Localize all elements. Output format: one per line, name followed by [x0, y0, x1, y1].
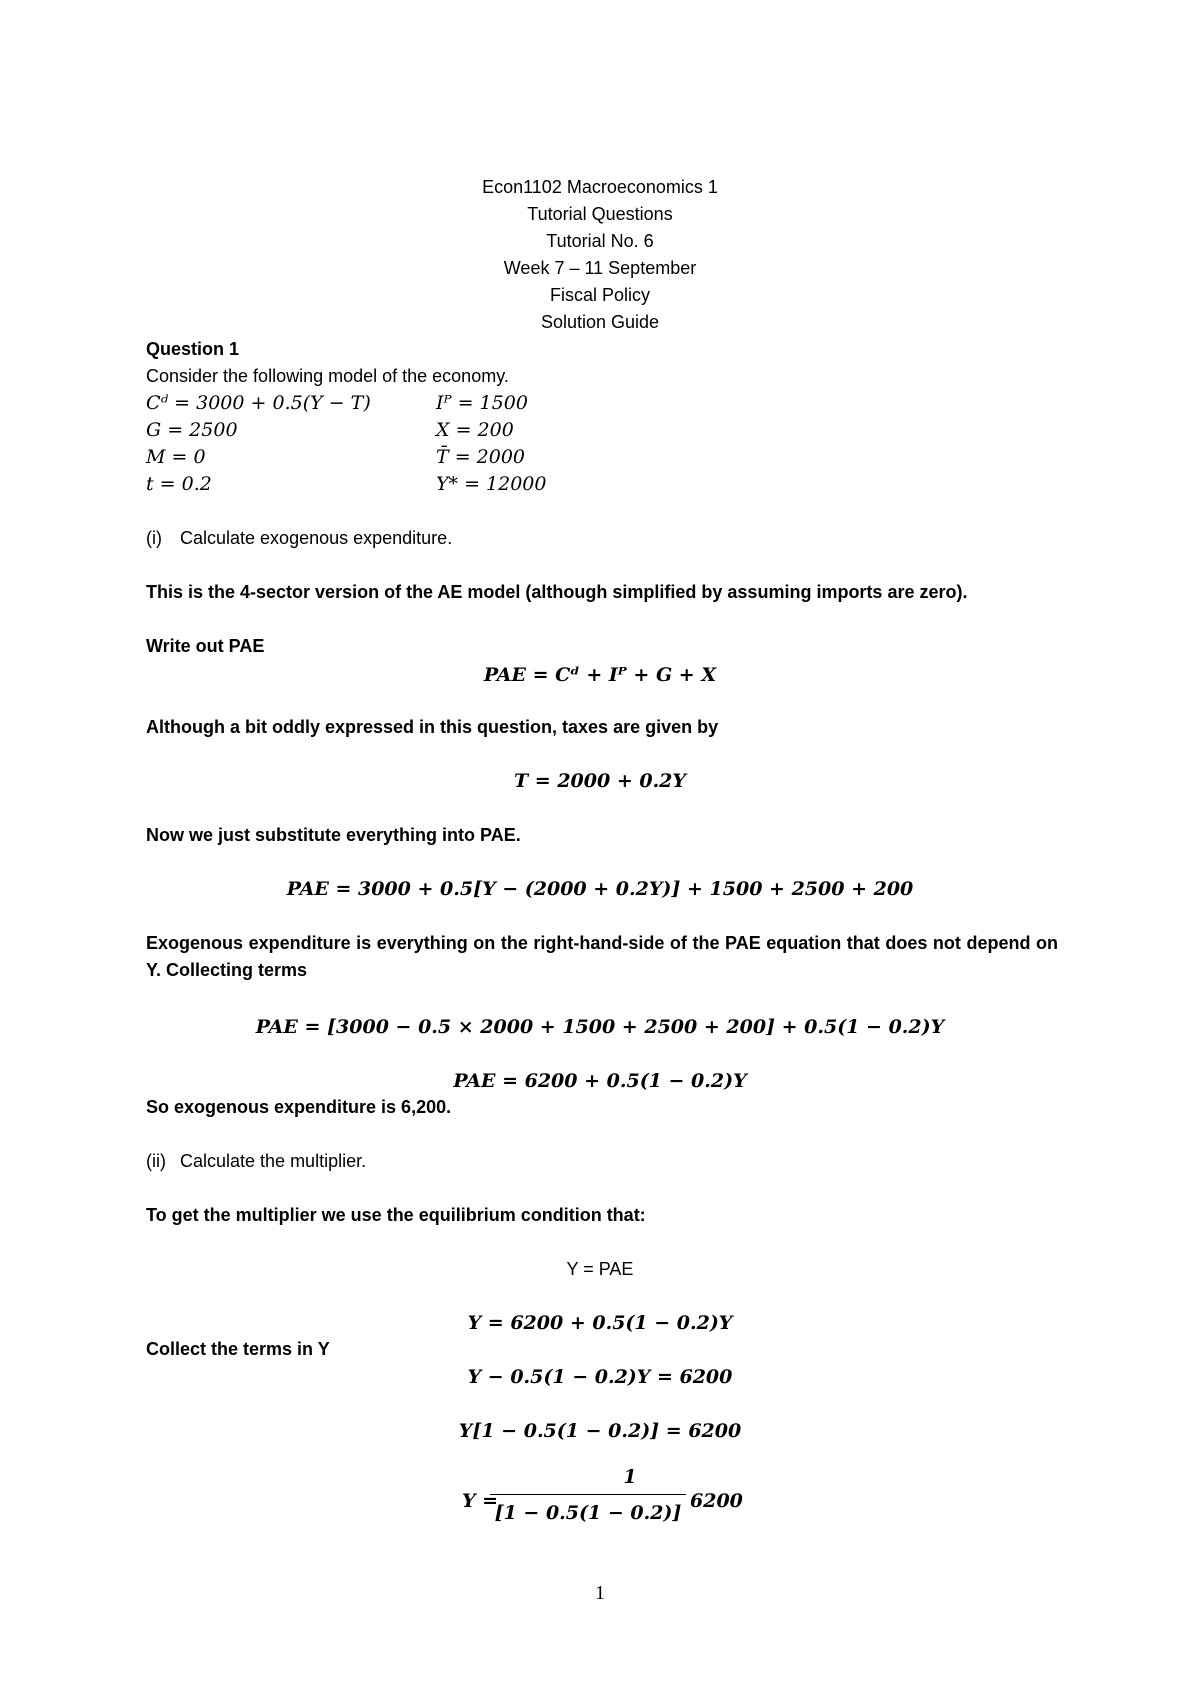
- equation-result: PAE = 6200 + 0.5(1 − 0.2)Y: [453, 1070, 747, 1092]
- page-number: 1: [595, 1582, 605, 1604]
- part-ii-prompt: Calculate the multiplier.: [180, 1151, 367, 1171]
- model-exports: X = 200: [436, 419, 514, 441]
- fraction-bar: [490, 1494, 686, 1495]
- model-tax-rate: t = 0.2: [146, 473, 212, 495]
- model-consumption: Cᵈ = 3000 + 0.5(Y − T): [146, 392, 371, 414]
- equation-taxes: T = 2000 + 0.2Y: [514, 770, 686, 792]
- taxes-text: Although a bit oddly expressed in this question, taxes are given by: [146, 717, 719, 737]
- write-out-pae: Write out PAE: [146, 636, 265, 656]
- part-ii-intro: To get the multiplier we use the equilibrium condition that:: [146, 1205, 646, 1225]
- fraction-numerator: 1: [623, 1466, 637, 1488]
- equation-collected: PAE = [3000 − 0.5 × 2000 + 1500 + 2500 + 200] + 0.5(1 − 0.2)Y: [255, 1016, 945, 1038]
- equation-step-2: Y − 0.5(1 − 0.2)Y = 6200: [467, 1366, 733, 1388]
- model-autonomous-tax: T̄ = 2000: [436, 446, 526, 468]
- model-government: G = 2500: [146, 419, 238, 441]
- part-ii-label: (ii): [146, 1151, 166, 1171]
- part-i-conclusion: So exogenous expenditure is 6,200.: [146, 1097, 452, 1117]
- equation-step-3: Y[1 − 0.5(1 − 0.2)] = 6200: [458, 1420, 742, 1442]
- equation-substituted: PAE = 3000 + 0.5[Y − (2000 + 0.2Y)] + 1500 + 2500 + 200: [286, 878, 914, 900]
- substitute-text: Now we just substitute everything into PAE.: [146, 825, 521, 845]
- fraction-rhs: 6200: [690, 1490, 743, 1512]
- question-intro: Consider the following model of the economy.: [146, 366, 509, 386]
- tutorial-number: Tutorial No. 6: [546, 231, 654, 251]
- equation-step-1: Y = 6200 + 0.5(1 − 0.2)Y: [467, 1312, 733, 1334]
- model-investment: Iᴾ = 1500: [436, 392, 528, 414]
- collect-terms-label: Collect the terms in Y: [146, 1339, 330, 1359]
- topic-line: Fiscal Policy: [549, 285, 651, 305]
- fraction-lhs: Y =: [462, 1490, 499, 1512]
- exogenous-explanation: Exogenous expenditure is everything on the right-hand-side of the PAE equation that does not depend on Y. Collecting terms: [146, 933, 1058, 980]
- equation-pae: PAE = Cᵈ + Iᴾ + G + X: [483, 664, 717, 686]
- course-title: Econ1102 Macroeconomics 1: [482, 177, 718, 197]
- part-i-note: This is the 4-sector version of the AE model (although simplified by assuming imports are zero).: [146, 582, 968, 602]
- equilibrium-condition: Y = PAE: [566, 1259, 634, 1279]
- fraction-denominator: [1 − 0.5(1 − 0.2)]: [494, 1502, 682, 1524]
- model-imports: M = 0: [146, 446, 206, 468]
- part-i-label: (i): [146, 528, 162, 548]
- question-heading: Question 1: [146, 339, 240, 359]
- solution-guide-line: Solution Guide: [540, 312, 660, 332]
- model-potential-output: Y* = 12000: [436, 473, 547, 495]
- part-i-prompt: Calculate exogenous expenditure.: [180, 528, 453, 548]
- doc-type: Tutorial Questions: [527, 204, 673, 224]
- equation-fraction: [0, 1466, 1200, 1536]
- week-line: Week 7 – 11 September: [503, 258, 697, 278]
